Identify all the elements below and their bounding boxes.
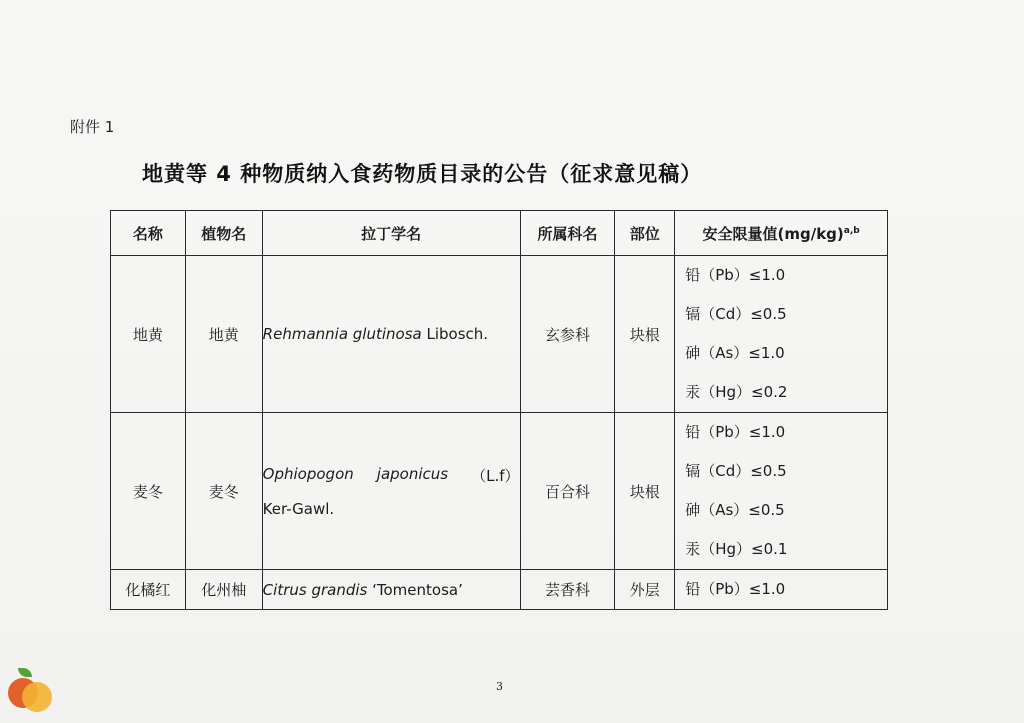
cell-name: 地黄 <box>111 256 186 413</box>
limit-as: 砷（As）≤1.0 <box>685 344 785 362</box>
document-title: 地黄等 4 种物质纳入食药物质目录的公告（征求意见稿） <box>142 162 703 186</box>
cell-name: 化橘红 <box>111 570 186 610</box>
latin-author: Ker-Gawl. <box>262 499 335 518</box>
limit-pb: 铅（Pb）≤1.0 <box>685 580 786 598</box>
latin-cultivar: ‘Tomentosa’ <box>367 580 463 599</box>
cell-latin <box>262 256 520 413</box>
table-header-row <box>111 211 888 256</box>
header-name: 名称 <box>111 211 186 256</box>
limit-cd: 镉（Cd）≤0.5 <box>685 305 787 323</box>
header-part: 部位 <box>615 211 675 256</box>
cell-plant: 麦冬 <box>185 413 262 570</box>
substance-catalog-table <box>110 210 888 610</box>
cell-family: 玄参科 <box>520 256 615 413</box>
cell-limits <box>675 413 888 570</box>
cell-latin <box>262 413 520 570</box>
latin-author: Libosch. <box>421 325 489 343</box>
header-limit <box>675 211 888 256</box>
latin-species: japonicus <box>376 464 449 483</box>
page-number: 3 <box>496 680 503 693</box>
header-plant: 植物名 <box>185 211 262 256</box>
limit-cd: 镉（Cd）≤0.5 <box>685 462 787 480</box>
latin-genus: Ophiopogon <box>262 464 354 483</box>
table-row <box>111 570 888 610</box>
cell-latin <box>262 570 520 610</box>
cell-family: 百合科 <box>520 413 615 570</box>
cell-part: 外层 <box>615 570 675 610</box>
logo-leaf-icon <box>18 668 32 677</box>
limit-pb: 铅（Pb）≤1.0 <box>685 423 786 441</box>
cell-part: 块根 <box>615 413 675 570</box>
limit-hg: 汞（Hg）≤0.1 <box>685 540 788 558</box>
header-family: 所属科名 <box>520 211 615 256</box>
latin-author-abbrev: （L.f） <box>471 466 520 485</box>
attachment-label: 附件 1 <box>70 118 115 136</box>
cell-family: 芸香科 <box>520 570 615 610</box>
cell-plant: 化州柚 <box>185 570 262 610</box>
cell-limits <box>675 256 888 413</box>
limit-pb: 铅（Pb）≤1.0 <box>685 266 786 284</box>
table-row <box>111 256 888 413</box>
cell-plant: 地黄 <box>185 256 262 413</box>
limit-as: 砷（As）≤0.5 <box>685 501 785 519</box>
header-limit-text: 安全限量值(mg/kg) <box>702 224 844 243</box>
latin-genus-species: Citrus grandis <box>262 580 368 599</box>
fruit-logo-icon <box>4 668 54 716</box>
latin-genus-species: Rehmannia glutinosa <box>262 325 422 343</box>
header-latin: 拉丁学名 <box>262 211 520 256</box>
header-limit-superscript: a,b <box>843 225 860 236</box>
logo-fruit-yellow <box>22 682 52 712</box>
limit-hg: 汞（Hg）≤0.2 <box>685 383 788 401</box>
cell-limits <box>675 570 888 610</box>
table-row <box>111 413 888 570</box>
latin-line-1 <box>263 465 520 486</box>
cell-name: 麦冬 <box>111 413 186 570</box>
cell-part: 块根 <box>615 256 675 413</box>
